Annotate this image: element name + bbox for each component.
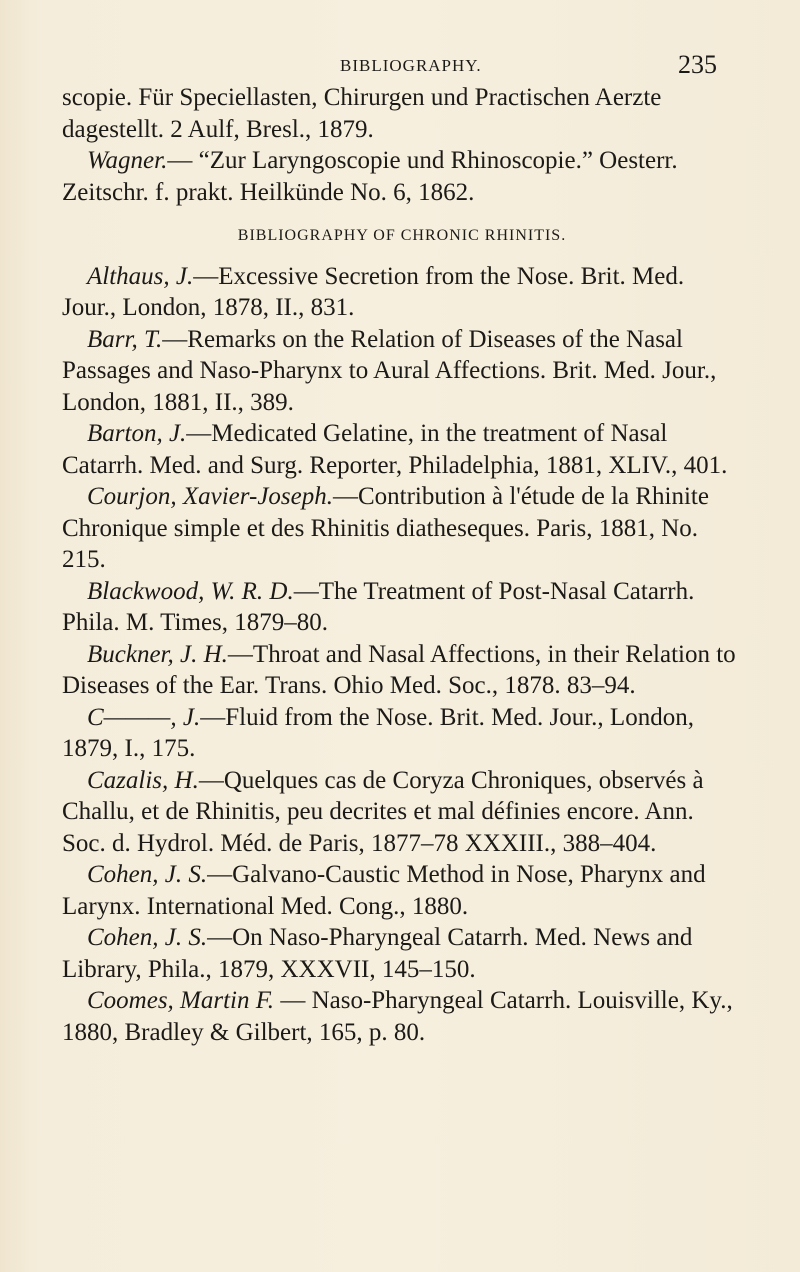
- bibliography-entry: [62, 418, 742, 481]
- entry-text: —The Treatment of Post-Nasal Catarrh. Phila. M. Times, 1879–80.: [62, 577, 695, 636]
- entry-author: Cohen, J. S.: [87, 924, 208, 951]
- entry-author: Blackwood, W. R. D.: [87, 577, 294, 605]
- bibliography-entry: [62, 922, 742, 985]
- entry-author: Althaus, J.: [87, 262, 194, 290]
- entry-author: Barr, T.: [87, 325, 163, 353]
- entry-text: —Throat and Nasal Affections, in their Relation to Diseases of the Ear. Trans. Ohio Med. Soc., 1878. 83–94.: [62, 640, 736, 699]
- bibliography-entry: [62, 859, 742, 922]
- bibliography-entry: [62, 985, 742, 1048]
- entry-author: C———, J.: [87, 703, 201, 731]
- bibliography-entry: [62, 324, 742, 419]
- entry-text: — Naso-Pharyngeal Catarrh. Louisville, Ky., 1880, Bradley & Gilbert, 165, p. 80.: [62, 987, 733, 1046]
- entry-author: Cohen, J. S.: [87, 861, 208, 888]
- page-header: [0, 50, 760, 80]
- entry-text: —Quelques cas de Coryza Chroniques, observés à Challu, et de Rhinitis, peu decrites et mal définies encore. Ann. Soc. d. Hydrol. Méd. de Paris, 1877–78 XXXIII., 388–404.: [62, 766, 704, 857]
- bibliography-entry: [62, 702, 742, 765]
- entry-author: Courjon, Xavier-Joseph.: [87, 483, 333, 510]
- page-number: 235: [678, 50, 717, 79]
- entry-text: —Galvano-Caustic Method in Nose, Pharynx and Larynx. International Med. Cong., 1880.: [62, 861, 706, 920]
- entry-author: Buckner, J. H.: [87, 640, 228, 668]
- bibliography-entry: [62, 765, 742, 860]
- entry-author: Coomes, Martin F.: [87, 987, 275, 1014]
- bibliography-entry: [62, 639, 742, 702]
- continuation-paragraph: scopie. Für Speciellasten, Chirurgen und Practischen Aerzte dagestellt. 2 Aulf, Bresl., 1879.: [62, 84, 662, 143]
- bibliography-entry: [62, 261, 742, 324]
- entry-text: —Excessive Secretion from the Nose. Brit. Med. Jour., London, 1878, II., 831.: [62, 262, 685, 321]
- entry-text: —Contribution à l'étude de la Rhinite Chronique simple et des Rhinitis diatheseques. Paris, 1881, No. 215.: [62, 483, 709, 573]
- section-title: BIBLIOGRAPHY OF CHRONIC RHINITIS.: [237, 227, 567, 244]
- entry-author: Cazalis, H.: [87, 766, 199, 794]
- running-head: BIBLIOGRAPHY.: [340, 56, 482, 75]
- entry-text: —Remarks on the Relation of Diseases of the Nasal Passages and Naso-Pharynx to Aural Affections. Brit. Med. Jour., London, 1881, II., 389.: [62, 325, 717, 416]
- bibliography-entry: [62, 576, 742, 639]
- entry-author: Barton, J.: [87, 420, 187, 447]
- entry-text: —Fluid from the Nose. Brit. Med. Jour., London, 1879, I., 175.: [62, 703, 694, 762]
- bibliography-entry-wagner: [62, 145, 742, 208]
- bibliography-entry: [62, 481, 742, 576]
- entry-text: — “Zur Laryngoscopie und Rhinoscopie.” Oesterr. Zeitschr. f. prakt. Heilkünde No. 6, 1862.: [62, 147, 678, 206]
- entry-text: —On Naso-Pharyngeal Catarrh. Med. News and Library, Phila., 1879, XXXVII, 145–150.: [62, 924, 693, 983]
- entry-text: —Medicated Gelatine, in the treatment of Nasal Catarrh. Med. and Surg. Reporter, Philadelphia, 1881, XLIV., 401.: [62, 420, 728, 479]
- page-body: [62, 82, 742, 1048]
- entry-author: Wagner.: [87, 147, 168, 174]
